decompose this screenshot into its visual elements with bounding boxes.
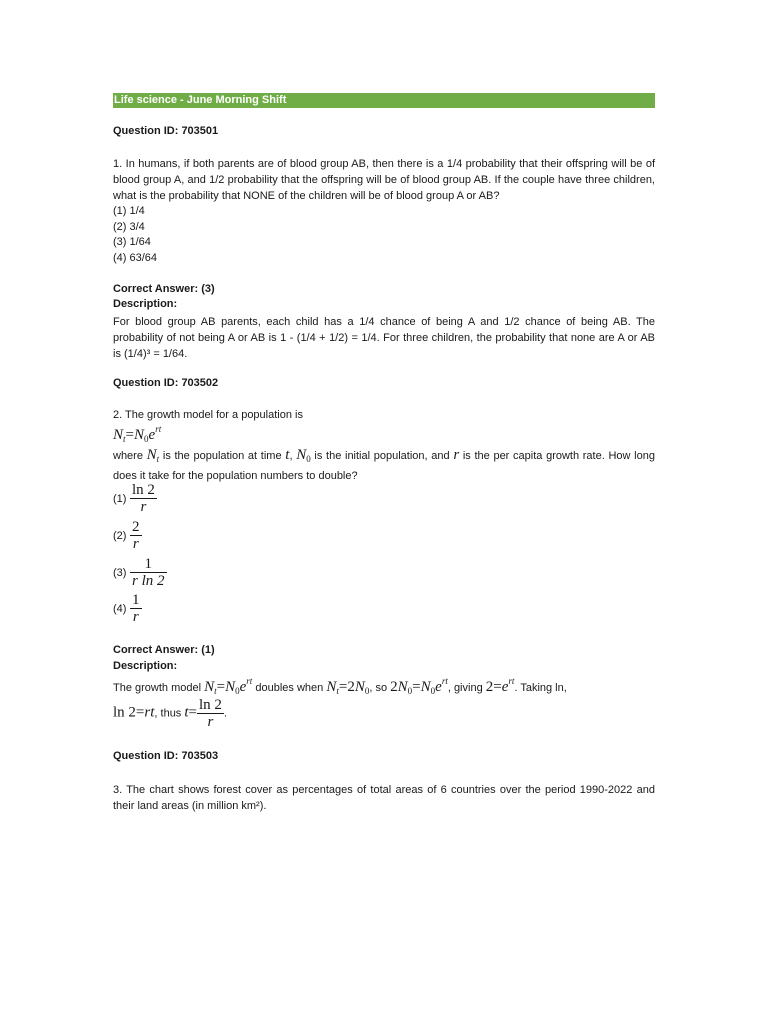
where-text: where: [113, 450, 143, 462]
desc-text-b: doubles when: [255, 682, 324, 694]
fraction-numerator: 1: [132, 592, 140, 608]
question-2-text: where $N_t$ is the population at time t, $N_0$ is the initial population, and r is the per capita growth rate. How long does it take for the population numbers to double?: [113, 447, 655, 482]
fraction-numerator: ln 2: [132, 482, 155, 498]
desc-text-c: , so: [369, 682, 388, 694]
question-3-id: Question ID: 703503: [113, 750, 219, 762]
desc-text-e: . Taking ln,: [514, 682, 567, 694]
n0-is-text: is the initial population, and: [314, 450, 450, 462]
question-1-description: For blood group AB parents, each child has a 1/4 chance of being A and 1/2 chance of being AB. The probability of not being A or AB is 1 - (1/4 + 1/2) = 1/4. For three children, the probability that none are A or AB is (1/4)³ = 1/64.: [113, 316, 655, 360]
fraction-denominator: r: [132, 609, 139, 625]
question-1-text: 1. In humans, if both parents are of blood group AB, then there is a 1/4 probability that their offspring will be of blood group A, and 1/2 probability that the offspring will be of blood group AB. If the couple have three children, what is the probability that NONE of the children will be of blood group A or AB?: [113, 158, 655, 202]
question-2-description-line-2: ln 2=rt, thus t= $\frac{\ln 2}{r}$ .: [113, 697, 227, 730]
r-is-text: is the per capita growth rate. How long does it take for the population numbers to double?: [113, 450, 655, 482]
question-1-answer: Correct Answer: (3): [113, 283, 215, 295]
desc-text-d: , giving: [447, 682, 483, 694]
question-2-answer: Correct Answer: (1): [113, 644, 215, 656]
question-2-description-line-1: The growth model $N_t=N_0e^{rt}$ doubles when $N_t=2N_0$, so $2N_0=N_0e^{rt}$, giving $2=e^{rt}$. Taking ln,: [113, 676, 567, 696]
fraction-denominator: r: [140, 499, 147, 515]
fraction-denominator: r ln 2: [132, 573, 165, 589]
option-label: (2): [113, 529, 127, 542]
question-1-id: Question ID: 703501: [113, 125, 219, 137]
question-1-option-1: (1) 1/4: [113, 205, 145, 217]
question-3-text: 3. The chart shows forest cover as percentages of total areas of 6 countries over the period 1990-2022 and their land areas (in million km²).: [113, 784, 655, 812]
fraction-numerator: 1: [130, 556, 167, 573]
desc-text-a: The growth model: [113, 682, 202, 694]
question-2-intro: 2. The growth model for a population is: [113, 409, 303, 421]
question-2-id: Question ID: 703502: [113, 377, 219, 389]
question-2-option-2: [113, 519, 142, 552]
question-1-option-2: (2) 3/4: [113, 221, 145, 233]
desc-text-f: , thus: [154, 707, 182, 720]
question-2-option-1: [113, 482, 157, 515]
desc-text-g: .: [223, 707, 227, 720]
option-label: (3): [113, 566, 127, 579]
option-label: (4): [113, 602, 127, 615]
question-2-option-4: [113, 592, 142, 625]
fraction-numerator: 2: [132, 519, 140, 535]
growth-model-equation: $N_t=N_0e^{rt}$: [113, 424, 162, 444]
fraction-denominator: r: [132, 536, 139, 552]
question-1-desc-label: Description:: [113, 298, 178, 310]
t-is-text: is the population at time: [162, 450, 282, 462]
question-2-desc-label: Description:: [113, 660, 178, 672]
section-banner: Life science - June Morning Shift: [113, 93, 655, 108]
question-1-option-4: (4) 63/64: [113, 252, 158, 264]
question-1-option-3: (3) 1/64: [113, 236, 151, 248]
question-2-option-3: [113, 556, 167, 589]
comma-text: ,: [289, 450, 293, 462]
option-label: (1): [113, 492, 127, 505]
